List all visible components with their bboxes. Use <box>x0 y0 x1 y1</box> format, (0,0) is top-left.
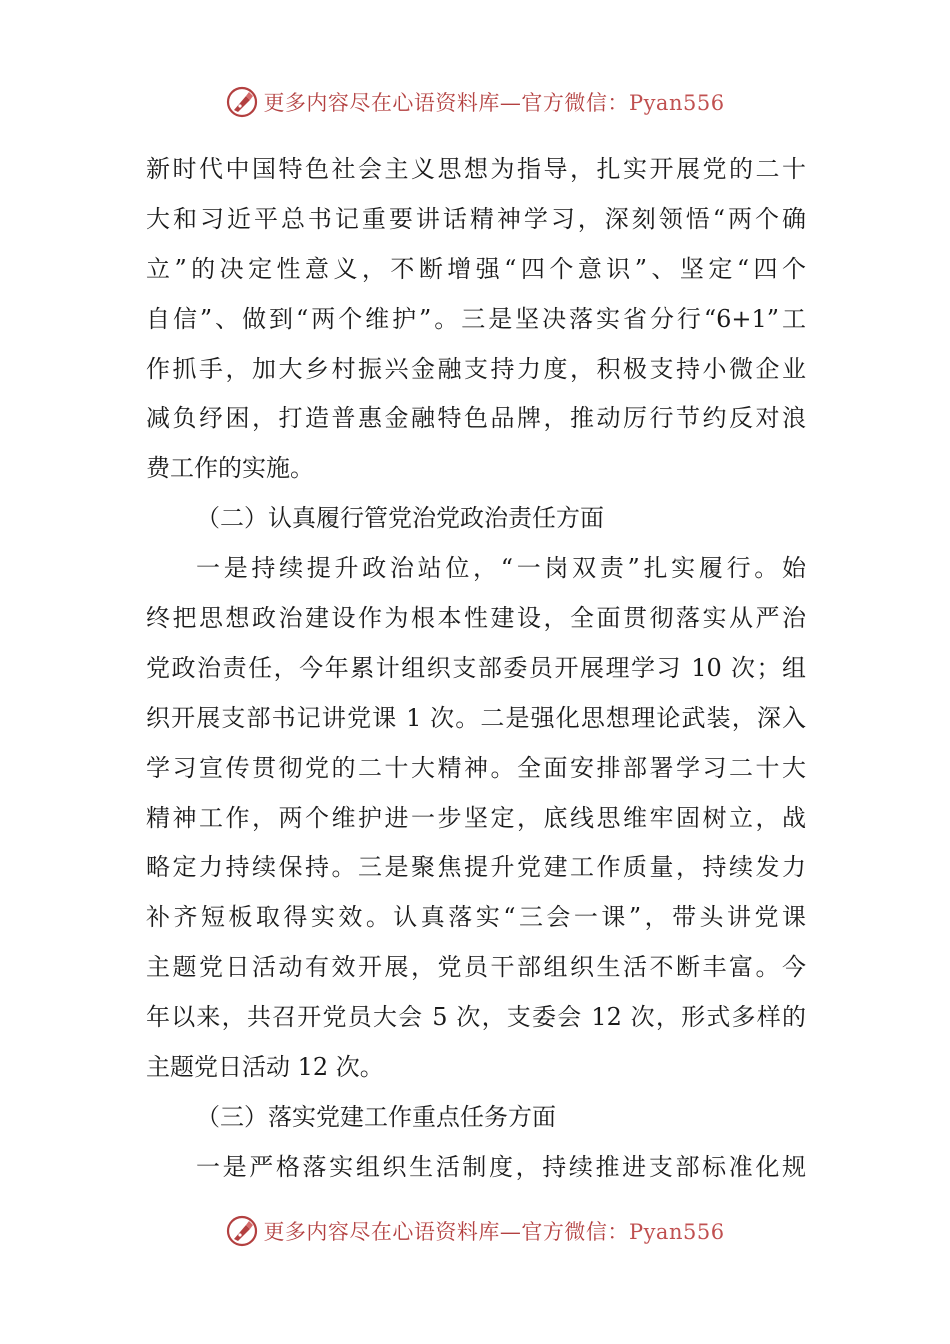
wechat-account: Pyan556 <box>628 1220 725 1244</box>
text-line: 织开展支部书记讲党课 1 次。二是强化思想理论武装，深入 <box>146 703 806 732</box>
text-line: 终把思想政治建设作为根本性建设，全面贯彻落实从严治 <box>146 604 806 633</box>
text-line: 学习宣传贯彻党的二十大精神。全面安排部署学习二十大 <box>146 753 806 782</box>
text-line: 自信”、做到“两个维护”。三是坚决落实省分行“6+1”工 <box>146 304 806 333</box>
banner-slogan: 更多内容尽在心语资料库—官方微信： <box>263 1220 629 1244</box>
banner-slogan: 更多内容尽在心语资料库—官方微信： <box>263 91 629 115</box>
text-line: 党政治责任，今年累计组织支部委员开展理学习 10 次；组 <box>146 653 806 682</box>
text-line: 减负纾困，打造普惠金融特色品牌，推动厉行节约反对浪 <box>146 404 806 433</box>
text-line: 费工作的实施。 <box>146 454 314 483</box>
banner-text <box>263 87 724 117</box>
text-line: 新时代中国特色社会主义思想为指导，扎实开展党的二十 <box>146 155 806 183</box>
text-line: 略定力持续保持。三是聚焦提升党建工作质量，持续发力 <box>146 853 806 882</box>
text-line: 主题党日活动 12 次。 <box>146 1053 384 1082</box>
section-heading: （二）认真履行管党治党政治责任方面 <box>196 504 604 533</box>
text-line: 年以来，共召开党员大会 5 次，支委会 12 次，形式多样的 <box>146 1003 806 1032</box>
wechat-account: Pyan556 <box>628 91 725 115</box>
section-heading: （三）落实党建工作重点任务方面 <box>196 1102 556 1131</box>
document-body <box>146 145 806 1193</box>
footer-banner <box>0 1211 950 1251</box>
text-line: 一是严格落实组织生活制度，持续推进支部标准化规 <box>196 1152 806 1181</box>
text-line: 精神工作，两个维护进一步坚定，底线思维牢固树立，战 <box>146 803 806 832</box>
banner-text <box>263 1216 724 1246</box>
text-line: 作抓手，加大乡村振兴金融支持力度，积极支持小微企业 <box>146 354 806 383</box>
text-line: 一是持续提升政治站位，“一岗双责”扎实履行。始 <box>196 554 806 583</box>
text-line: 主题党日活动有效开展，党员干部组织生活不断丰富。今 <box>146 953 806 982</box>
pen-nib-icon <box>225 85 259 119</box>
pen-nib-icon <box>225 1214 259 1248</box>
text-line: 大和习近平总书记重要讲话精神学习，深刻领悟“两个确 <box>146 204 806 233</box>
text-line: 立”的决定性意义，不断增强“四个意识”、坚定“四个 <box>146 254 806 283</box>
text-line: 补齐短板取得实效。认真落实“三会一课”，带头讲党课 <box>146 903 806 932</box>
header-banner <box>0 82 950 122</box>
